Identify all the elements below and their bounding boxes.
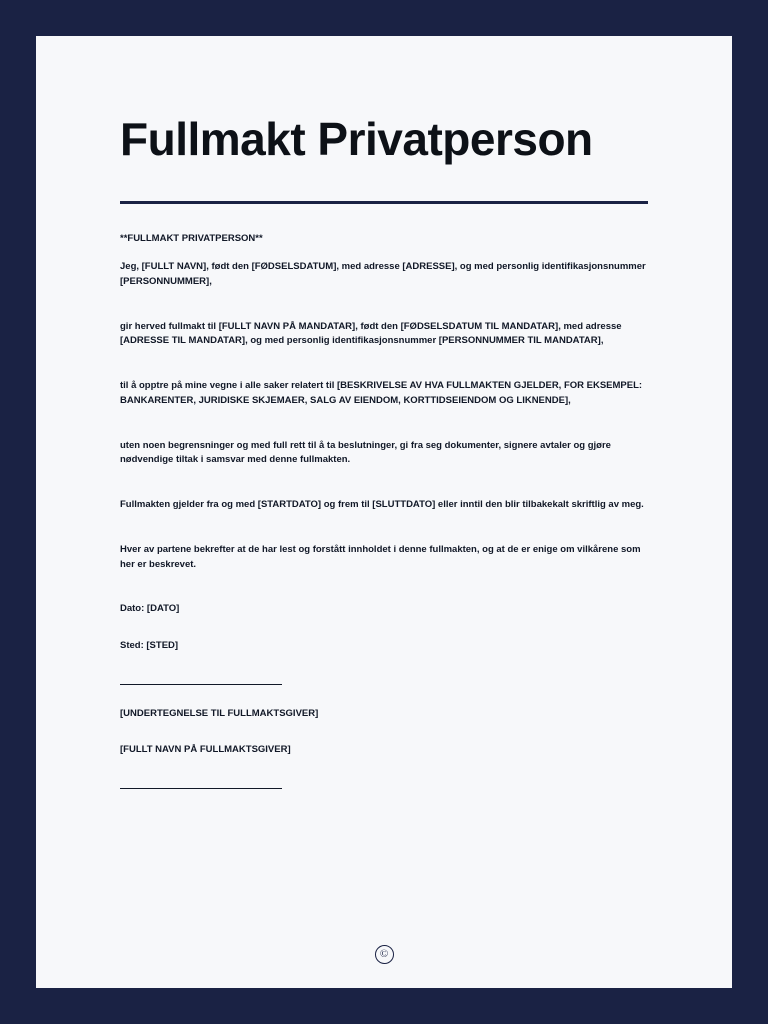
- place-line: Sted: [STED]: [120, 639, 179, 651]
- footer: [36, 944, 732, 964]
- paragraph-confirmation: Hver av partene bekrefter at de har lest og forstått innholdet i denne fullmakten, og at de er enige om vilkårene som her er beskrevet.: [120, 543, 641, 570]
- paragraph-powers: uten noen begrensninger og med full rett til å ta beslutninger, gi fra seg dokumenter, signere avtaler og gjøre nødvendige tiltak i samsvar med denne fullmakten.: [120, 439, 611, 466]
- document-body: [36, 204, 732, 790]
- document-header: [36, 36, 732, 204]
- spacer: [120, 513, 648, 543]
- signature-name: [FULLT NAVN PÅ FULLMAKTSGIVER]: [120, 744, 291, 756]
- copyright-icon: ©: [375, 945, 394, 964]
- paragraph-principal: Jeg, [FULLT NAVN], født den [FØDSELSDATUM], med adresse [ADRESSE], og med personlig identifikasjonsnummer [PERSONNUMMER],: [120, 261, 646, 288]
- spacer: [120, 409, 648, 439]
- spacer: [120, 721, 648, 743]
- document-page: [36, 36, 732, 988]
- paragraph-validity: Fullmakten gjelder fra og med [STARTDATO] og frem til [SLUTTDATO] eller inntil den blir tilbakekalt skriftlig av meg.: [120, 499, 644, 511]
- page-title: Fullmakt Privatperson: [120, 113, 593, 165]
- spacer: [120, 758, 648, 788]
- spacer: [120, 468, 648, 498]
- spacer: [120, 572, 648, 602]
- signature-line-bottom: [120, 788, 282, 789]
- spacer: [120, 685, 648, 707]
- spacer: [120, 654, 648, 684]
- spacer: [120, 349, 648, 379]
- spacer: [120, 290, 648, 320]
- spacer: [120, 246, 648, 260]
- heading-line: **FULLMAKT PRIVATPERSON**: [120, 232, 263, 244]
- date-line: Dato: [DATO]: [120, 603, 180, 615]
- spacer: [120, 617, 648, 639]
- paragraph-mandatary: gir herved fullmakt til [FULLT NAVN PÅ MANDATAR], født den [FØDSELSDATUM TIL MANDATAR], med adresse [ADRESSE TIL MANDATAR], og med personlig identifikasjonsnummer [PERSONNUMMER TIL MANDATAR],: [120, 320, 622, 347]
- signature-label: [UNDERTEGNELSE TIL FULLMAKTSGIVER]: [120, 707, 319, 719]
- paragraph-scope: til å opptre på mine vegne i alle saker relatert til [BESKRIVELSE AV HVA FULLMAKTEN GJELDER, FOR EKSEMPEL: BANKARENTER, JURIDISKE SKJEMAER, SALG AV EIENDOM, KORTTIDSEIENDOM OG LIKNENDE],: [120, 380, 643, 406]
